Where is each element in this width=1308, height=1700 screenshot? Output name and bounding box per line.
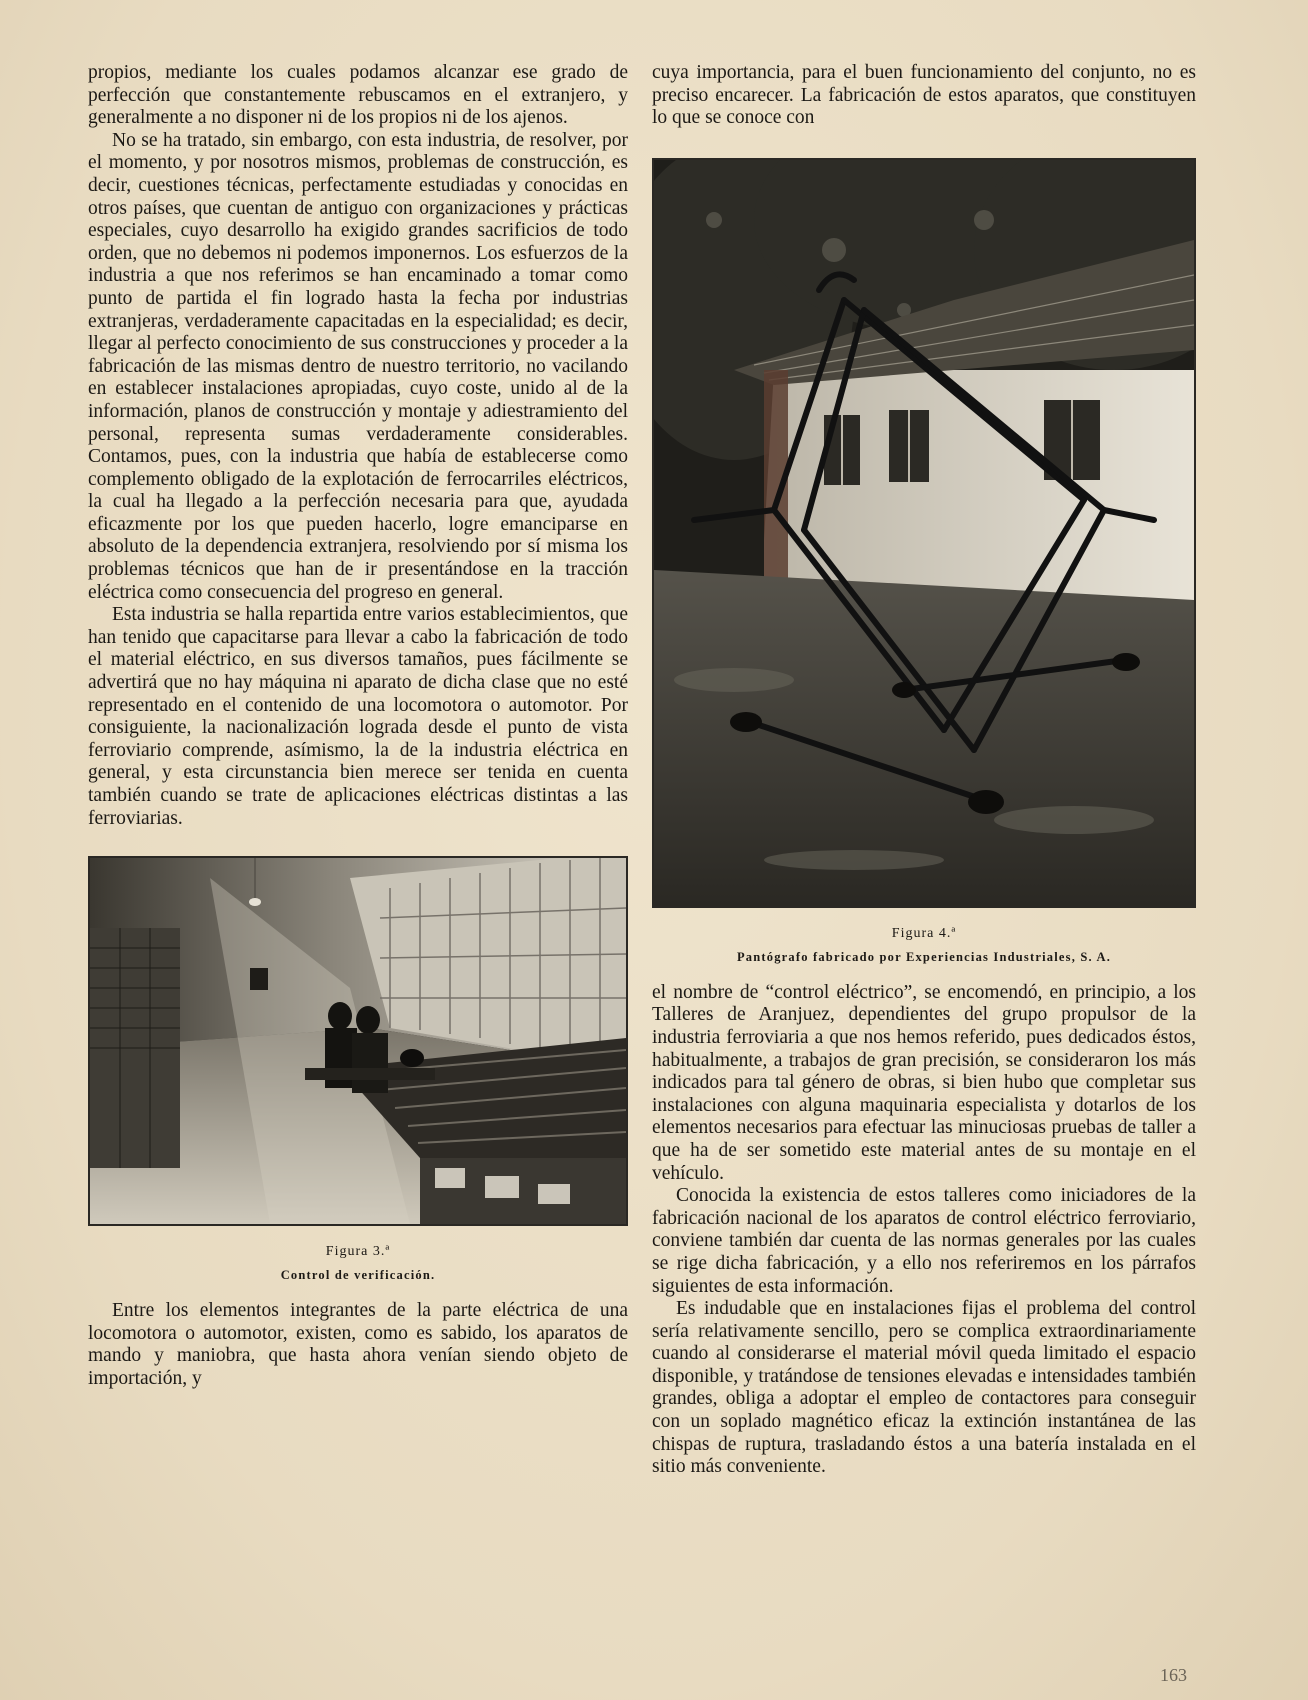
- paragraph: Entre los elementos integrantes de la parte eléctrica de una locomotora o automotor, existen, como es sabido, los aparatos de mando y maniobra, que hasta ahora venían siendo objeto de importación, y: [88, 1300, 628, 1389]
- page-number: 163: [1160, 1665, 1187, 1685]
- figure-4-caption: Pantógrafo fabricado por Experiencias Industriales, S. A.: [736, 949, 1112, 964]
- paragraph: Esta industria se halla repartida entre varios establecimientos, que han tenido que capacitarse para llevar a cabo la fabricación de todo el material eléctrico, en sus diversos tamaños, pues fácilmente se advertirá que no hay máquina ni aparato de dicha clase que no esté representado en el contenido de una locomotora o automotor. Por consiguiente, la nacionalización lograda desde el punto de vista ferroviario comprende, asímismo, la de la industria eléctrica en general, y esta circunstancia bien merece ser tenida en cuenta también cuando se trate de aplicaciones eléctricas distintas a las ferroviarias.: [88, 604, 628, 829]
- paragraph: propios, mediante los cuales podamos alcanzar ese grado de perfección que constantemente rebuscamos en el extranjero, y generalmente a no disponer ni de los propios ni de los ajenos.: [88, 62, 628, 129]
- figure-4-label: Figura 4.ª: [891, 925, 957, 941]
- left-column: [88, 62, 628, 1391]
- paragraph: cuya importancia, para el buen funcionamiento del conjunto, no es preciso encarecer. La fabricación de estos aparatos, que constituyen lo que se conoce con: [652, 62, 1196, 129]
- paragraph: No se ha tratado, sin embargo, con esta industria, de resolver, por el momento, y por nosotros mismos, problemas de construcción, es decir, cuestiones técnicas, perfectamente estudiadas y conocidas en otros países, que cuentan de antiguo con organizaciones y prácticas especiales, cuyo desarrollo ha exigido grandes sacrificios de todo orden, que no debemos ni podemos imponernos. Los esfuerzos de la industria a que nos referimos se han encaminado a tomar como punto de partida el fin logrado hasta la fecha por industrias extranjeras, verdaderamente capacitadas en la especialidad; es decir, llegar al perfecto conocimiento de sus construcciones y proceder a la fabricación de las mismas dentro de nuestro territorio, no vacilando en establecer instalaciones apropiadas, cuyo coste, unido al de la información, planos de construcción y montaje y adiestramiento del personal, representa sumas verdaderamente considerables. Contamos, pues, con la industria que había de establecerse como complemento obligado de la explotación de ferrocarriles eléctricos, la cual ha llegado a la perfección necesaria para que, ayudada eficazmente por los que pueden hacerlo, logre emanciparse en absoluto de la dependencia extranjera, resolviendo por sí misma los problemas técnicos que han de ir presentándose en la tracción eléctrica como consecuencia del progreso en general.: [88, 129, 628, 603]
- paragraph: Conocida la existencia de estos talleres como iniciadores de la fabricación nacional de los aparatos de control eléctrico ferroviario, conviene también dar cuenta de las normas generales por las cuales se rige dicha fabricación, y a ello nos referiremos en los párrafos siguientes de esta información.: [652, 1185, 1196, 1297]
- figure-4-photo-pantograph: [652, 158, 1196, 908]
- right-column: [652, 62, 1196, 1479]
- figure-3-label: Figura 3.ª: [325, 1244, 391, 1260]
- paragraph: el nombre de “control eléctrico”, se encomendó, en principio, a los Talleres de Aranjuez, dependientes del grupo propulsor de la industria ferroviaria a que nos hemos referido, pues dedicados éstos, habitualmente, a trabajos de gran precisión, se consideraron los más indicados para tal género de obras, si bien hubo que completar sus instalaciones con alguna maquinaria especialista y dotarlos de los elementos necesarios para efectuar las minuciosas pruebas de taller a que ha de ser sometido este material antes de su montaje en el vehículo.: [652, 981, 1196, 1184]
- paragraph: Es indudable que en instalaciones fijas el problema del control sería relativamente sencillo, pero se complica extraordinariamente cuando al considerarse el material móvil queda limitado el espacio disponible, y tratándose de tensiones elevadas e intensidades también grandes, obliga a adoptar el empleo de contactores para conseguir con un soplado magnético eficaz la extinción instantánea de las chispas de ruptura, trasladando éstos a una batería instalada en el sitio más conveniente.: [652, 1298, 1196, 1478]
- figure-3-photo-workshop: [88, 856, 628, 1226]
- figure-3-caption: Control de verificación.: [280, 1268, 436, 1283]
